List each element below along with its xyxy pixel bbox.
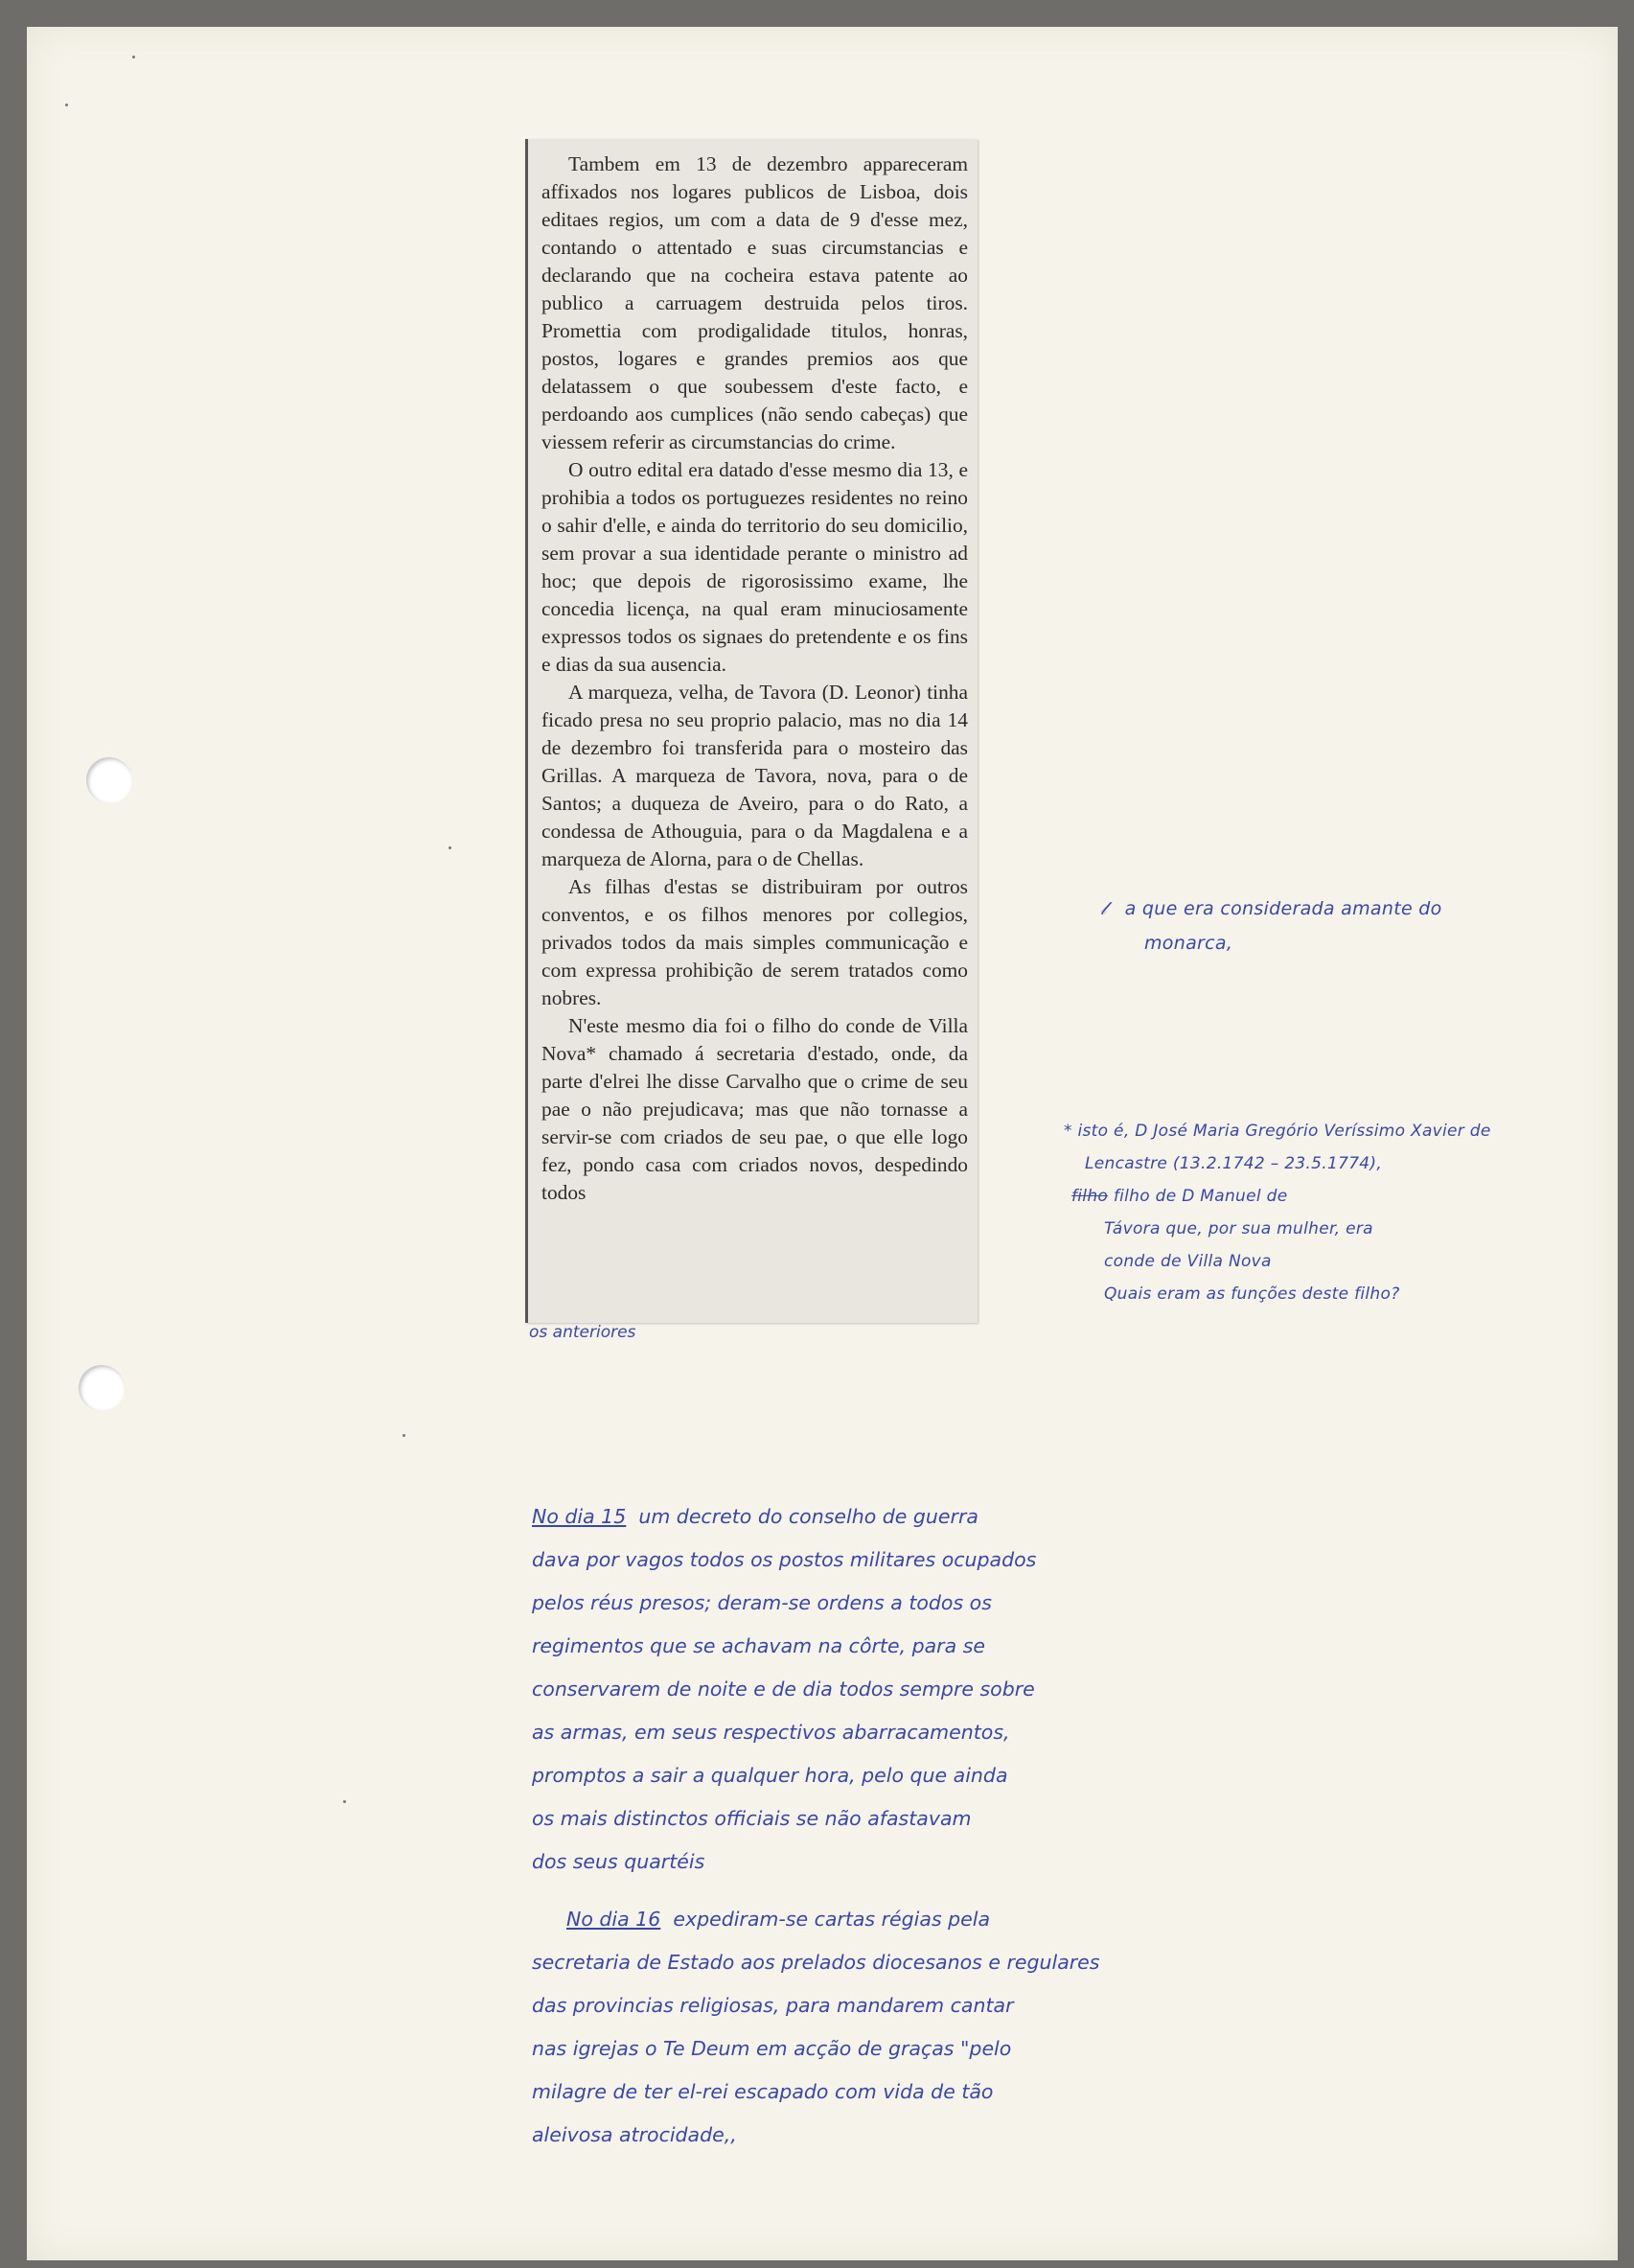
handwritten-continuation: os anteriores [529,1323,636,1342]
note-line: Lencastre (13.2.1742 – 23.5.1774), [1085,1154,1383,1173]
note-line: 𝓁 a que era considerada amante do [1100,898,1442,919]
newspaper-clipping [525,139,978,1323]
paper-speck [449,846,451,849]
clipping-paragraph: N'este mesmo dia foi o filho do conde de Villa Nova* chamado á secretaria d'estado, onde, da parte d'elrei lhe disse Carvalho que o crime de seu pae o não prejudicava; mas que não tornasse a servir-se com criados de seu pae, o que elle logo fez, pondo casa com criados novos, despedindo todos [541,1014,968,1204]
paper-speck [343,1800,346,1803]
note-line: das provincias religiosas, para mandarem cantar [532,1994,1014,2017]
note-line: Quais eram as funções deste filho? [1104,1284,1400,1304]
clipping-paragraph: O outro edital era datado d'esse mesmo dia 13, e prohibia a todos os portuguezes residentes no reino o sahir d'elle, e ainda do territorio do seu domicilio, sem provar a sua identidade perante o ministro ad hoc; que depois de rigorosissimo exame, lhe concedia licença, na qual eram minuciosamente expressos todos os signaes do pretendente e os fins e dias da sua ausencia. [541,458,968,676]
note-line: No dia 15 um decreto do conselho de guerra [532,1505,978,1528]
paper-speck [65,104,68,106]
note-line: monarca, [1144,933,1233,954]
punch-hole [79,1365,125,1411]
note-line: nas igrejas o Te Deum em acção de graças "pelo [532,2037,1012,2060]
note-line: filho filho de D Manuel de [1071,1187,1288,1206]
note-line: milagre de ter el-rei escapado com vida de tão [532,2080,994,2103]
note-line: conservarem de noite e de dia todos sempre sobre [532,1678,1035,1701]
note-line: as armas, em seus respectivos abarracamentos, [532,1721,1010,1744]
note-line: regimentos que se achavam na côrte, para se [532,1634,985,1657]
note-line: pelos réus presos; deram-se ordens a todos os [532,1591,992,1614]
note-line: promptos a sair a qualquer hora, pelo que ainda [532,1764,1008,1787]
struck-word: filho [1071,1187,1109,1206]
note-line: os mais distinctos officiais se não afastavam [532,1807,972,1830]
note-line: dava por vagos todos os postos militares ocupados [532,1548,1037,1571]
paper-speck [403,1434,405,1437]
note-line: secretaria de Estado aos prelados diocesanos e regulares [532,1951,1100,1974]
clipping-paragraph: A marqueza, velha, de Tavora (D. Leonor) tinha ficado presa no seu proprio palacio, mas no dia 14 de dezembro foi transferida para o mosteiro das Grillas. A marqueza de Tavora, nova, para o de Santos; a duqueza de Aveiro, para o do Rato, a condessa de Athouguia, para o da Magdalena e a marqueza de Alorna, para o de Chellas. [541,681,968,870]
clipping-paragraph: As filhas d'estas se distribuiram por outros conventos, e os filhos menores por collegios, privados todos da mais simples communicação e com expressa prohibição de serem tratados como nobres. [541,875,968,1009]
note-line: Távora que, por sua mulher, era [1104,1219,1373,1238]
note-line: conde de Villa Nova [1104,1252,1272,1271]
note-line: * isto é, D José Maria Gregório Veríssimo Xavier de [1064,1122,1491,1141]
margin-note-villa-nova [1064,1115,1581,1310]
punch-hole [86,757,132,803]
note-line: aleivosa atrocidade,, [532,2123,737,2146]
note-line: No dia 16 expediram-se cartas régias pela [566,1908,991,1931]
note-line: dos seus quartéis [532,1850,705,1873]
clipping-paragraph: Tambem em 13 de dezembro appareceram affixados nos logares publicos de Lisboa, dois editaes regios, um com a data de 9 d'esse mez, contando o attentado e suas circumstancias e declarando que na cocheira estava patente ao publico a carruagem destruida pelos tiros. Promettia com prodigalidade titulos, honras, postos, logares e grandes premios aos que delatassem o que soubessem d'este facto, e perdoando aos cumplices (não sendo cabeças) que viessem referir as circumstancias do crime. [541,152,968,453]
margin-note-marquesa [1100,891,1522,960]
handwritten-note-dia-15 [532,1495,1164,1884]
paper-speck [132,56,135,58]
handwritten-note-dia-16 [532,1898,1164,2157]
